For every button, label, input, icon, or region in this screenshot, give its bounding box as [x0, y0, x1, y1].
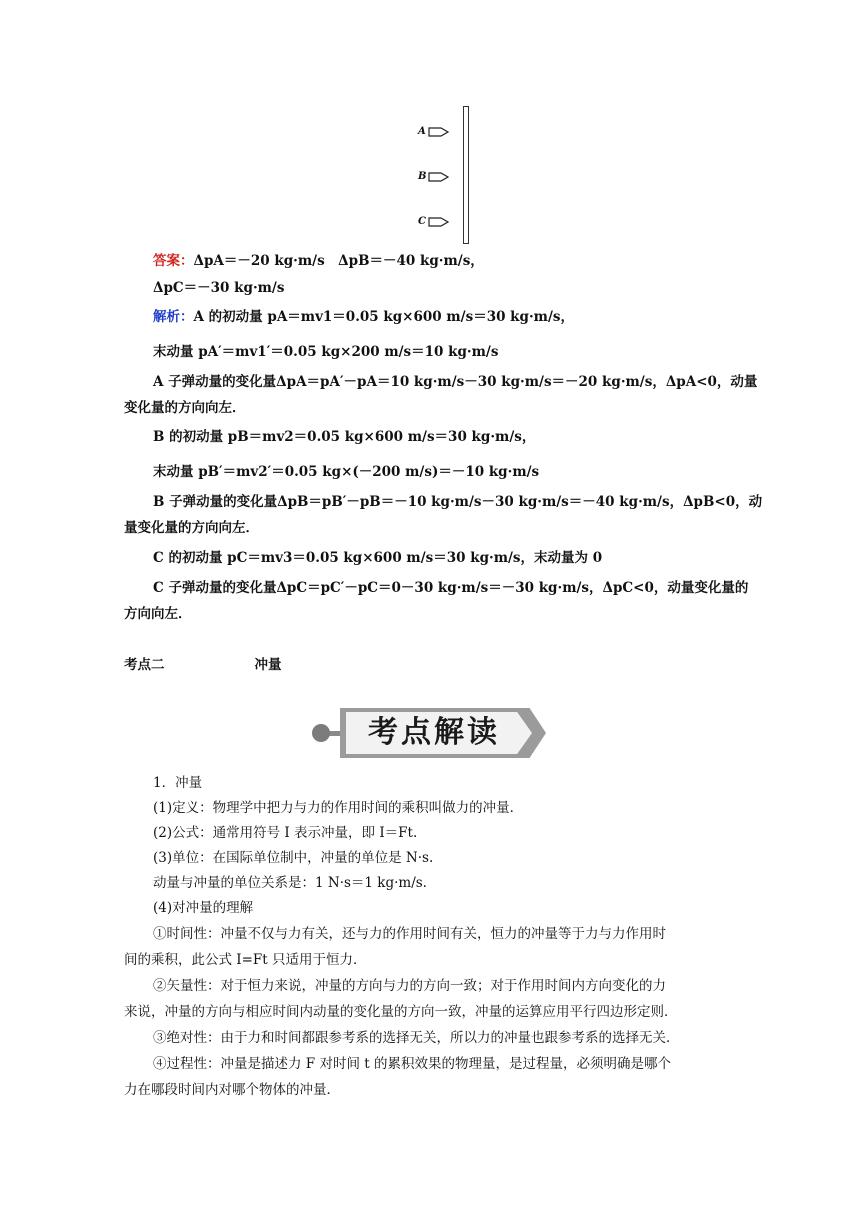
content-line-10: ③绝对性：由于力和时间都跟参考系的选择无关，所以力的冲量也跟参考系的选择无关． — [153, 1030, 680, 1046]
section-heading — [124, 656, 744, 674]
bullet-a-icon — [428, 127, 450, 137]
bullet-label-a: A — [418, 126, 426, 137]
content-line-7: 间的乘积，此公式 I=Ft 只适用于恒力． — [124, 952, 367, 968]
content-line-6: ①时间性：冲量不仅与力有关，还与力的作用时间有关，恒力的冲量等于力与力作用时 — [153, 926, 666, 942]
content-line-1: (1)定义：物理学中把力与力的作用时间的乘积叫做力的冲量． — [153, 800, 524, 816]
content-line-3: (3)单位：在国际单位制中，冲量的单位是 N·s. — [153, 850, 434, 866]
content-line-9: 来说，冲量的方向与相应时间内动量的变化量的方向一致，冲量的运算应用平行四边形定则． — [124, 1004, 678, 1020]
analysis-line-6: 末动量 pB′＝mv2′＝0.05 kg×(－200 m/s)＝－10 kg·m/s — [153, 464, 540, 480]
wall — [463, 106, 469, 244]
section-number: 考点二 — [124, 657, 165, 673]
analysis-line-3: A 子弹动量的变化量ΔpA＝pA′－pA＝10 kg·m/s－30 kg·m/s＝－20 kg·m/s，ΔpA<0，动量 — [153, 374, 758, 390]
analysis-text-1: A 的初动量 pA＝mv1＝0.05 kg×600 m/s＝30 kg·m/s， — [193, 309, 574, 325]
analysis-label: 解析： — [153, 309, 194, 325]
bullet-label-c: C — [418, 216, 426, 227]
answer-line-1 — [153, 252, 773, 270]
content-line-8: ②矢量性：对于恒力来说，冲量的方向与力的方向一致；对于作用时间内方向变化的力 — [153, 978, 666, 994]
banner-title: 考点解读 — [368, 715, 500, 750]
answer-line-2: ΔpC＝－30 kg·m/s — [153, 280, 285, 296]
analysis-line-5: B 的初动量 pB＝mv2＝0.05 kg×600 m/s＝30 kg·m/s， — [153, 429, 536, 445]
content-line-5: (4)对冲量的理解 — [153, 900, 254, 916]
analysis-line-11: 方向向左． — [124, 606, 192, 622]
content-line-12: 力在哪段时间内对哪个物体的冲量． — [124, 1082, 340, 1098]
analysis-line-10: C 子弹动量的变化量ΔpC＝pC′－pC＝0－30 kg·m/s＝－30 kg·m/s，ΔpC<0，动量变化量的 — [153, 580, 749, 596]
bullet-c-icon — [428, 217, 450, 227]
content-line-2: (2)公式：通常用符号 I 表示冲量，即 I＝Ft. — [153, 825, 418, 841]
answer-text-1: ΔpA＝－20 kg·m/s ΔpB＝－40 kg·m/s， — [193, 253, 484, 269]
bullet-label-b: B — [418, 171, 427, 182]
bullet-b-icon — [428, 172, 450, 182]
analysis-line-9: C 的初动量 pC＝mv3＝0.05 kg×600 m/s＝30 kg·m/s，末动量为 0 — [153, 550, 603, 566]
analysis-line-8: 量变化量的方向向左． — [124, 520, 259, 536]
content-heading: 1．冲量 — [153, 775, 203, 791]
content-line-4: 动量与冲量的单位关系是：1 N·s＝1 kg·m/s. — [153, 875, 427, 891]
analysis-line-2: 末动量 pA′＝mv1′＝0.05 kg×200 m/s＝10 kg·m/s — [153, 344, 499, 360]
content-line-11: ④过程性：冲量是描述力 F 对时间 t 的累积效果的物理量，是过程量，必须明确是哪个 — [153, 1056, 671, 1072]
analysis-line-4: 变化量的方向向左． — [124, 400, 246, 416]
analysis-line-7: B 子弹动量的变化量ΔpB＝pB′－pB＝－10 kg·m/s－30 kg·m/s＝－40 kg·m/s，ΔpB<0，动 — [153, 494, 763, 510]
topic-banner — [312, 706, 548, 760]
section-title: 冲量 — [254, 657, 282, 673]
banner-dot-icon — [312, 724, 330, 742]
answer-label: 答案： — [153, 253, 194, 269]
bullet-wall-figure — [410, 104, 480, 244]
analysis-line-1 — [153, 308, 773, 326]
